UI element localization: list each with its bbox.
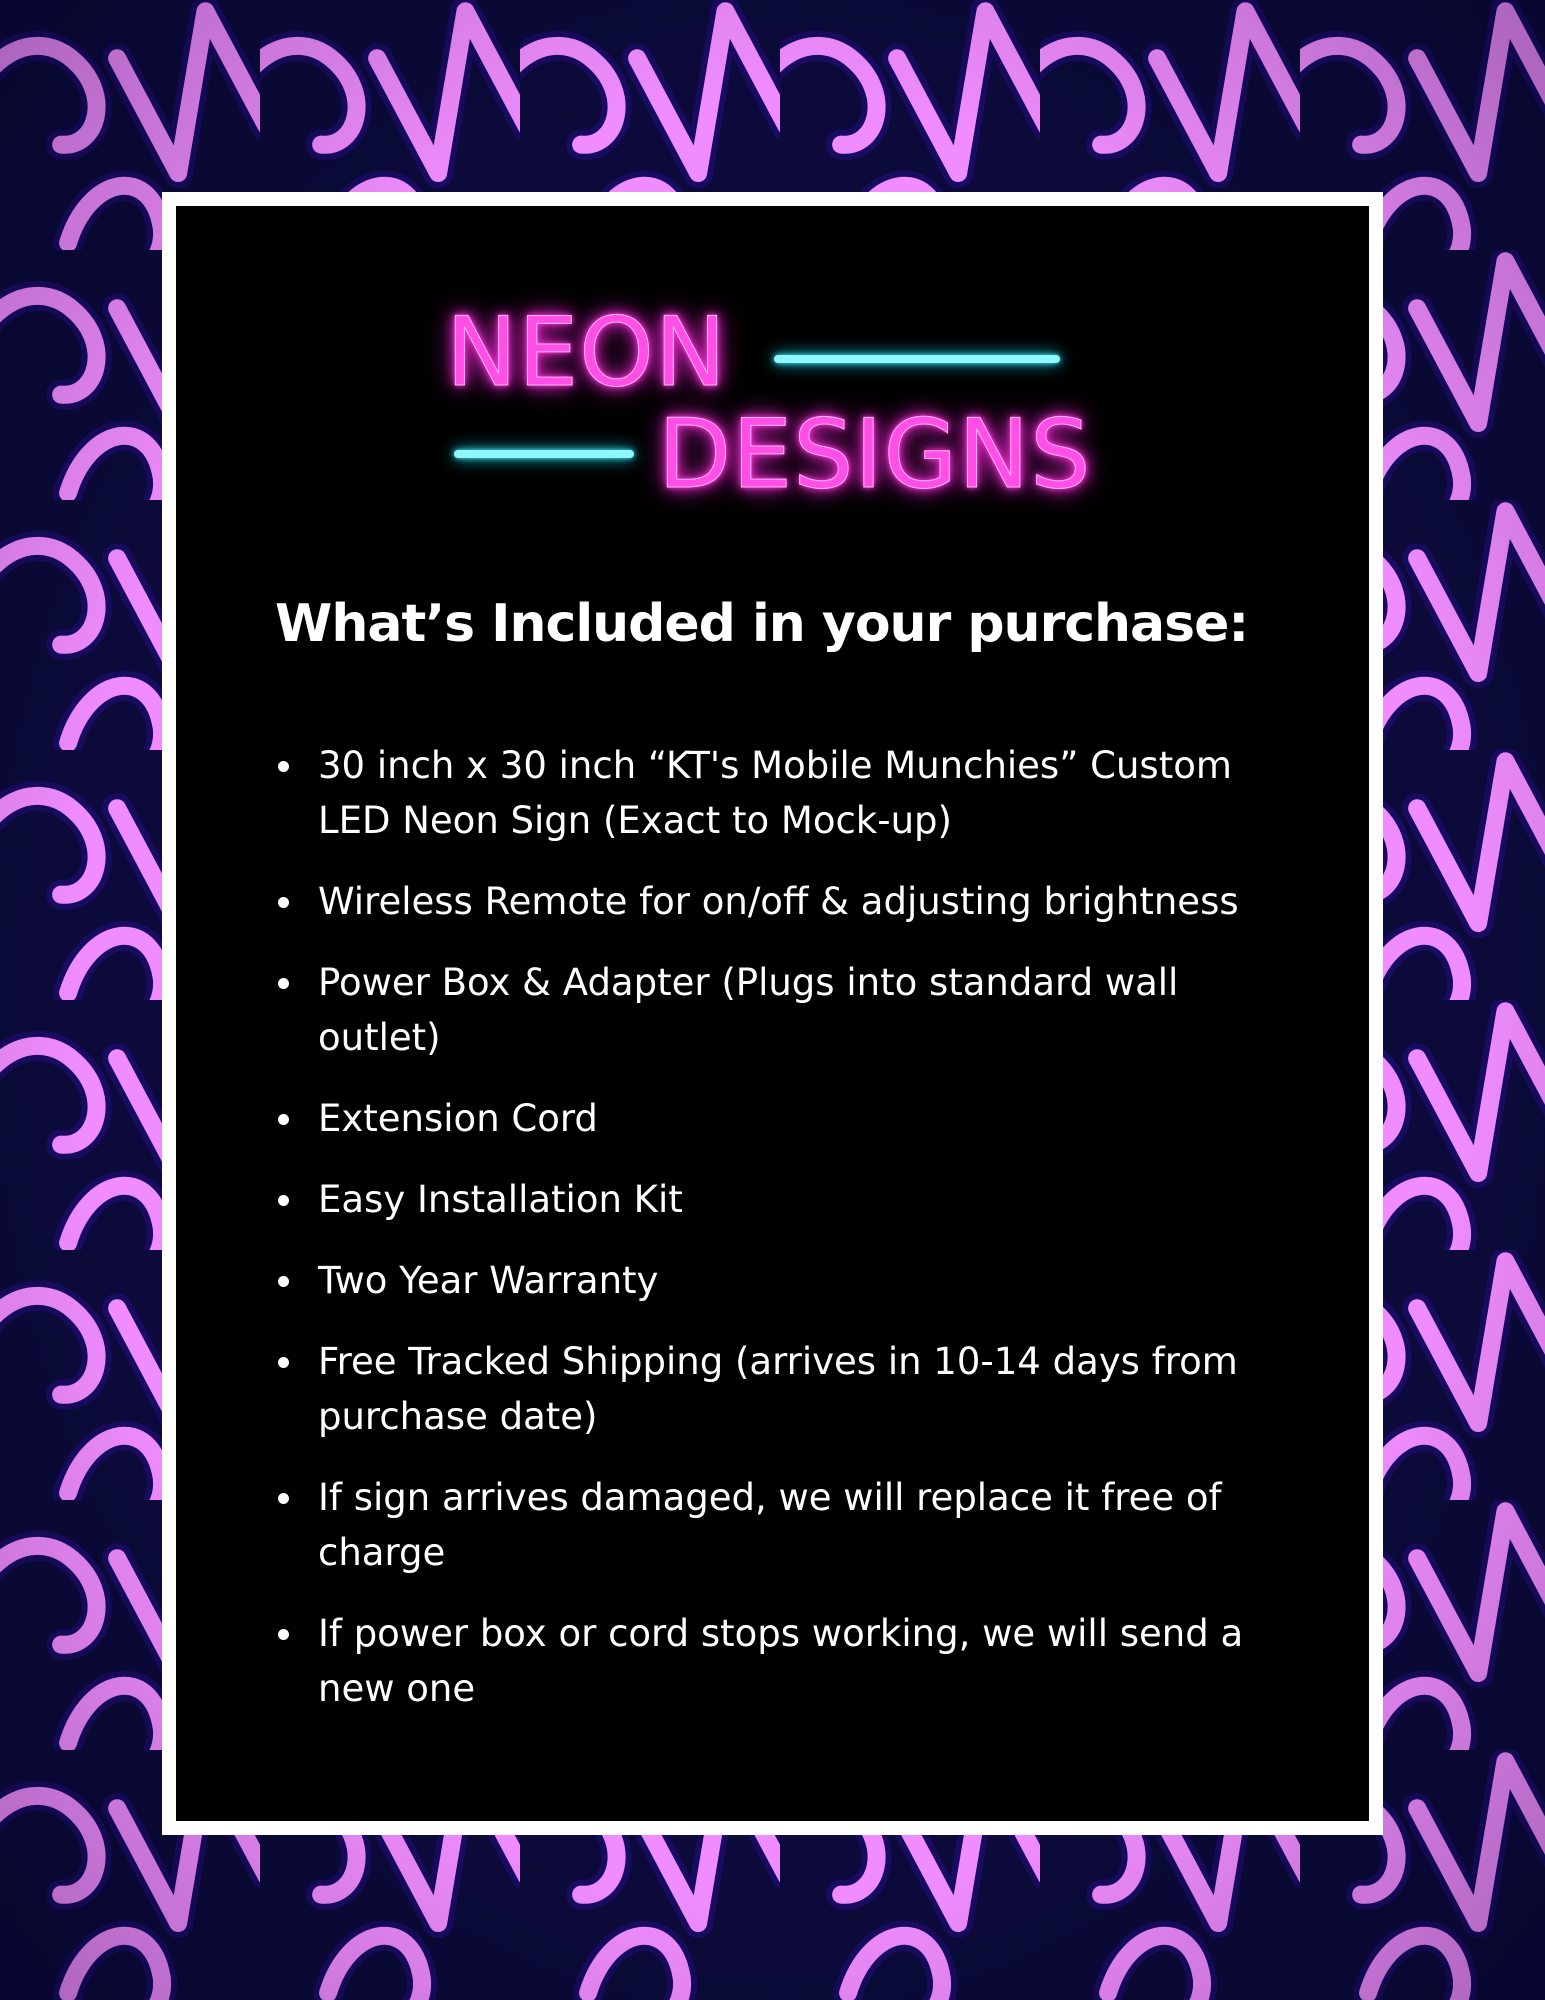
list-item: Power Box & Adapter (Plugs into standard wall outlet) (272, 955, 1302, 1065)
neon-designs-logo (440, 298, 1092, 510)
logo-cyan-bar-top (774, 355, 1060, 363)
included-items-list (272, 738, 1302, 1742)
logo-text-neon: NEON (446, 298, 727, 408)
list-item: If sign arrives damaged, we will replace it free of charge (272, 1470, 1302, 1580)
list-item: If power box or cord stops working, we will send a new one (272, 1606, 1302, 1716)
list-item: Wireless Remote for on/off & adjusting brightness (272, 874, 1302, 929)
list-item: Extension Cord (272, 1091, 1302, 1146)
list-item: Two Year Warranty (272, 1253, 1302, 1308)
list-item: 30 inch x 30 inch “KT's Mobile Munchies” Custom LED Neon Sign (Exact to Mock-up) (272, 738, 1302, 848)
list-item: Free Tracked Shipping (arrives in 10-14 days from purchase date) (272, 1334, 1302, 1444)
logo-cyan-bar-bottom (454, 450, 634, 458)
page-title: What’s Included in your purchase: (275, 594, 1249, 654)
list-item: Easy Installation Kit (272, 1172, 1302, 1227)
logo-text-designs: DESIGNS (658, 400, 1092, 510)
